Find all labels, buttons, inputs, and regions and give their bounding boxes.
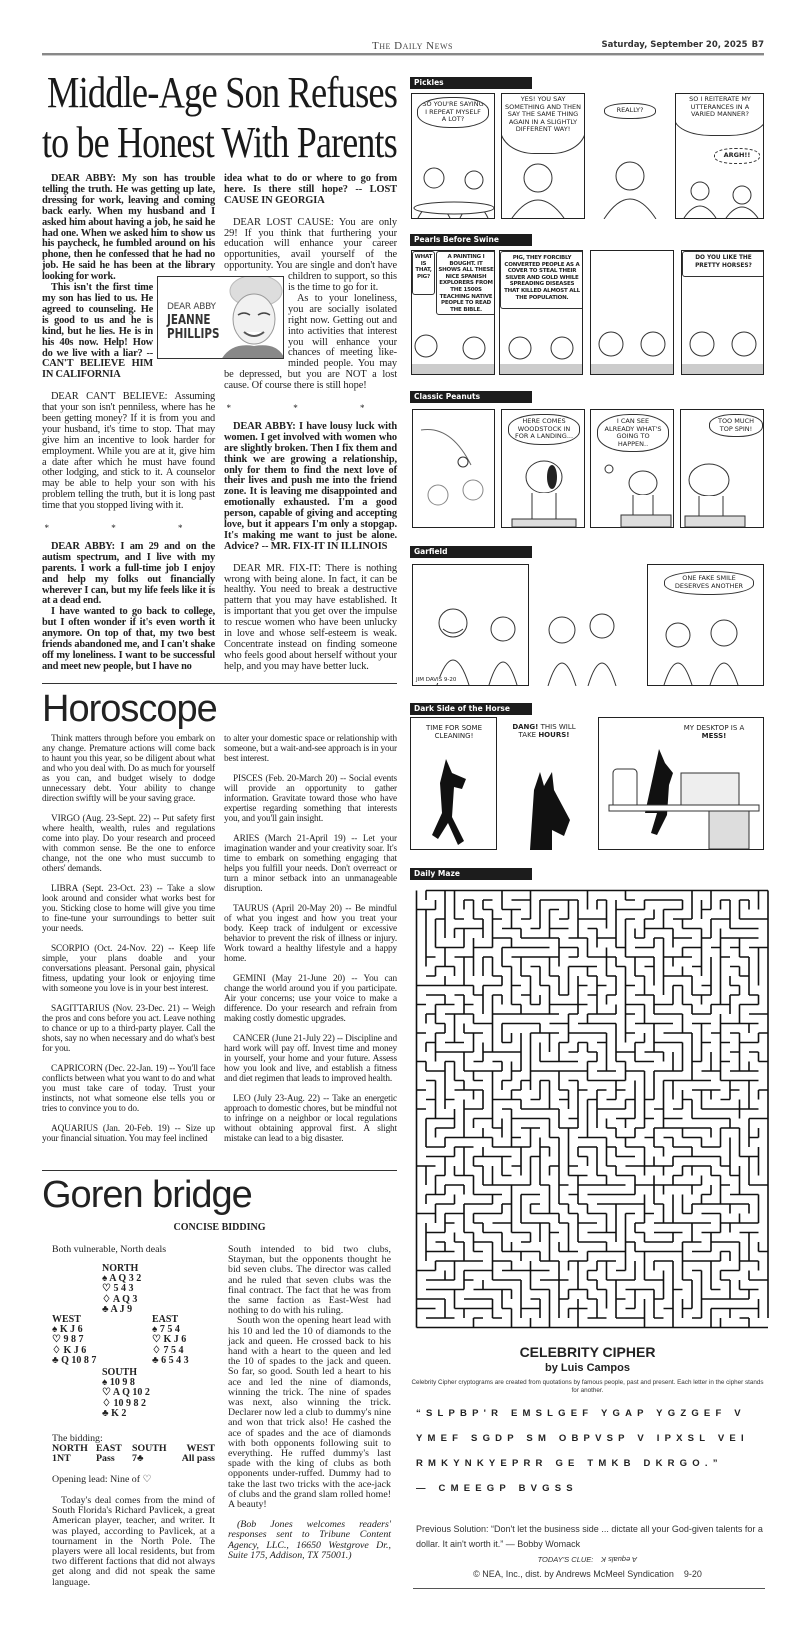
horoscope-column-2 xyxy=(224,734,397,1144)
hand-label: NORTH xyxy=(102,1263,139,1274)
maze-walls xyxy=(417,891,769,1328)
letter-3: DEAR ABBY: I have lousy luck with women. I get involved with women who are slightly broken. Then I fix them and think we are growing a relationship, only for them to find the next love of their lives and push me into the friend zone. It is leaving me disappointed and emotionally exhausted. I'm a good person, capable of giving and accepting love, but it appears I'm only a stopgap. It's making me want to just be alone. Advice? -- MR. FIX-IT IN ILLINOIS xyxy=(224,420,397,552)
bid-header: WEST xyxy=(186,1443,215,1455)
cipher-line: “SLPBP'R EMSLGEF YGAP YGZGEF V xyxy=(416,1408,746,1419)
cipher-description: Celebrity Cipher cryptograms are created from quotations by famous people, past and present. Each letter in the cipher stands for another. xyxy=(411,1379,764,1394)
abby-column-2 xyxy=(224,174,397,673)
speech-bubble: REALLY? xyxy=(604,103,656,119)
daily-maze[interactable] xyxy=(415,889,771,1334)
previous-solution: Previous Solution: “Don't let the business side ... dictate all your God-given talents for a dollar. It ain't worth it.” — Bobby Womack xyxy=(416,1524,763,1549)
speech-bubble: PIG, THEY FORCIBLY CONVERTED PEOPLE AS A COVER TO STEAL THEIR SILVER AND GOLD WHILE SPREADING DISEASES THAT KILLED ALMOST ALL THE POPULATION. xyxy=(500,251,583,309)
cipher-author: — CMEEGP BVGSS xyxy=(416,1483,578,1494)
reply-3: DEAR MR. FIX-IT: There is nothing wrong with being alone. In fact, it can be healthy. You need to break a destructive pattern that you may have established. It is important that you get over the impulse to rescue women who have been unlucky in love and whose self-esteem is weak. Concentrate instead on finding someone who feels good about herself without your help, and you may have better luck. xyxy=(224,562,397,672)
horoscope-cancer: CANCER (June 21-July 22) -- Discipline and hard work will pay off. Invest time and money in yourself, your home and your future. Assess how you look and live, and establish a fitness and diet regimen that leads to improved health. xyxy=(224,1034,397,1084)
clubs: ♣ K 2 xyxy=(102,1407,127,1419)
comic-strip-dark-side-of-the-horse xyxy=(410,717,765,850)
character-drawing xyxy=(591,314,674,374)
bridge-subtitle: CONCISE BIDDING xyxy=(173,1222,266,1233)
reply-2-continued: As to your loneliness, you are socially isolated right now. Getting out and into activities that interest you will enhance your chances of meeting like-minded people. You may be depressed, but you are NOT a lost cause. Of course there is still hope! xyxy=(224,292,397,392)
comic-panel xyxy=(598,717,764,850)
bridge-column-2 xyxy=(228,1245,391,1561)
comic-panel xyxy=(588,93,670,219)
horse-drawing xyxy=(500,760,588,850)
comic-panel xyxy=(411,250,495,375)
hand-label: WEST xyxy=(52,1314,81,1325)
spades: ♠ 10 9 8 xyxy=(102,1377,135,1389)
horoscope-gemini: GEMINI (May 21-June 20) -- You can change the world around you if you participate. Air your concerns; use your voice to make a difference. Do your research and refrain from making costly domestic upgrades. xyxy=(224,974,397,1024)
bridge-title: Goren bridge xyxy=(42,1174,252,1216)
comic-panel xyxy=(675,93,764,219)
hand-north xyxy=(102,1264,141,1315)
horoscope-taurus: TAURUS (April 20-May 20) -- Be mindful of what you ingest and how you treat your body. Keep track of indulgent or excessive behavior to prevent the risk of illness or injury. Work toward a healthy lifestyle and a happy home. xyxy=(224,904,397,964)
horoscope-libra: LIBRA (Sept. 23-Oct. 23) -- Take a slow look around and consider what works best for you. Sticking close to home will give you time to fine-tune your surroundings to better suit your needs. xyxy=(42,884,215,934)
horoscope-scorpio: SCORPIO (Oct. 24-Nov. 22) -- Keep life simple, your plans doable and your conversations pleasant. Personal gain, physical fitness, updating your look or enjoying time with someone you love is in your best interest. xyxy=(42,944,215,994)
cipher-title: CELEBRITY CIPHER xyxy=(519,1344,656,1360)
vulnerability: Both vulnerable, North deals xyxy=(52,1244,167,1255)
comic-panel xyxy=(499,250,583,375)
speech-bubble: DO YOU LIKE THE PRETTY HORSES? xyxy=(682,251,764,277)
hearts: ♡ A Q 10 2 xyxy=(102,1387,150,1399)
horoscope-title: Horoscope xyxy=(42,688,217,730)
masthead xyxy=(42,40,764,54)
horoscope-aquarius-continued: to alter your domestic space or relationship with someone, but a wait-and-see approach is in your best interest. xyxy=(224,734,397,764)
horoscope-aries: ARIES (March 21-April 19) -- Let your imagination wander and your creativity soar. It's time to embark on something engaging that helps you fulfill your needs. Don't overreact or turn a minor setback into an unmanageable disruption. xyxy=(224,834,397,894)
horoscope-virgo: VIRGO (Aug. 23-Sept. 22) -- Put safety first where health, wealth, rules and regulations come into play. Do your research and proceed with common sense. Be the one to enforce change, not the one who must succumb to others' demands. xyxy=(42,814,215,874)
hand-label: SOUTH xyxy=(102,1367,138,1378)
issue-date xyxy=(601,40,764,50)
exclamation-bubble: ARGH!! xyxy=(714,148,760,164)
comic-panel xyxy=(501,409,585,528)
opening-lead: Opening lead: Nine of ♡ xyxy=(52,1473,152,1485)
artist-signature: JIM DAVIS 9-20 xyxy=(416,677,457,683)
comic-strip-garfield xyxy=(410,564,765,686)
diamonds: ♢ A Q 3 xyxy=(102,1293,138,1305)
caption-part: MY DESKTOP IS A xyxy=(683,724,745,732)
photo-caption-dear-abby: DEAR ABBY xyxy=(167,302,216,312)
cipher-byline: by Luis Campos xyxy=(545,1362,630,1374)
diamonds: ♢ 7 5 4 xyxy=(152,1344,184,1356)
caption-part: THIS WILL TAKE xyxy=(518,723,576,739)
caption-text xyxy=(669,722,759,743)
clue-upside-down: A equals K xyxy=(601,1555,638,1564)
woodstock-drawing xyxy=(413,410,495,528)
comic-panel xyxy=(590,250,674,375)
speech-bubble: WHAT IS THAT, PIG? xyxy=(412,251,435,295)
character-drawing xyxy=(588,144,670,219)
headline-line-1: Middle-Age Son Refuses xyxy=(47,68,398,117)
character-drawing xyxy=(682,314,764,374)
jon-and-garfield-drawing xyxy=(648,605,764,685)
reply-1: DEAR CAN'T BELIEVE: Assuming that your son isn't penniless, where has he been getting money? If it is from you and your husband, it's time to stop. That may give him an incentive to look harder for employment. While you are at it, give him a date after which he must have found other lodging, and stick to it. A counselor may be able to help your son with his problem telling the truth, but it is long past time that you stopped living with it. xyxy=(42,391,215,512)
hand-east xyxy=(152,1315,189,1366)
bid: 7♣ xyxy=(132,1453,144,1465)
hand-west xyxy=(52,1315,96,1366)
bridge-paragraph: South won the opening heart lead with his 10 and led the 10 of diamonds to the jack and queen. He crossed back to his hand with a heart to the queen and led the 10 of spades to the jack and queen. So far, so good. South led a heart to his ace and led the nine of diamonds, winning the trick. The nine of spades was next, also winning the trick. Declarer now led a club to dummy's nine and won that trick also! He cashed the ace of spades and the ace of diamonds with both opponents following suit to everything. He ruffed dummy's last spade with the king of clubs as both opponents under-ruffed. Dummy had to take the last two tricks with the ace-jack of clubs and the grand slam rolled home! A beauty! xyxy=(228,1315,391,1511)
letter-1: DEAR ABBY: My son has trouble telling the truth. He was getting up late, dressing for work, leaving and coming back early. When my husband and I asked him about having a job, he said he had one. When we asked him to show us his paycheck, he fumbled around on his phone, then he confessed that he had no job. He said he has been at the library looking for work. xyxy=(42,173,215,283)
first-name: JEANNE xyxy=(167,313,211,328)
bidding-label: The bidding: xyxy=(52,1433,103,1444)
speech-bubble: YES! YOU SAY SOMETHING AND THEN SAY THE SAME THING AGAIN IN A SLIGHTLY DIFFERENT WAY! xyxy=(501,93,585,154)
caption-text: TIME FOR SOME CLEANING! xyxy=(415,722,493,743)
separator: * * * xyxy=(44,522,213,533)
jon-and-garfield-drawing xyxy=(413,595,529,685)
abby-column-1 xyxy=(42,174,215,673)
spades: ♠ A Q 3 2 xyxy=(102,1273,142,1285)
headline-line-2: to be Honest With Parents xyxy=(42,118,397,167)
caption-text xyxy=(502,721,586,742)
comic-panel xyxy=(500,717,588,850)
columnist-photo xyxy=(157,276,284,359)
comic-panel xyxy=(680,409,764,528)
horoscope-aquarius: AQUARIUS (Jan. 20-Feb. 19) -- Size up your financial situation. You may feel inclined xyxy=(42,1124,215,1144)
snoopy-drawing xyxy=(591,457,674,527)
letter-1-continued: This isn't the first time my son has lied to us. He agreed to counseling. He is good to us and he is kind, but he lies. He is in his 40s now. Help! How do we live with a liar? -- CAN'T BELIEVE HIM IN CALIFORNIA xyxy=(42,282,153,381)
comic-title-classic-peanuts: Classic Peanuts xyxy=(410,391,532,403)
caption-emphasis: HOURS! xyxy=(538,730,570,739)
comic-panel xyxy=(647,564,764,686)
puzzle-title-daily-maze: Daily Maze xyxy=(410,868,532,880)
hand-label: EAST xyxy=(152,1314,179,1325)
comic-panel xyxy=(411,93,495,219)
diamonds: ♢ 10 9 8 2 xyxy=(102,1397,146,1409)
clubs: ♣ Q 10 8 7 xyxy=(52,1354,97,1366)
last-name: PHILLIPS xyxy=(167,327,220,342)
bridge-intro: Today's deal comes from the mind of South Florida's Richard Pavlicek, a great American player, teacher, and writer. It was played, according to Pavlicek, at a tournament in the North Pole. The players were all local residents, but from two different factions that did not always get along and did not speak the same language. xyxy=(52,1495,215,1588)
abby-headline xyxy=(42,68,397,168)
comic-panel xyxy=(412,409,495,528)
comic-panel xyxy=(590,409,674,528)
thought-bubble: ONE FAKE SMILE DESERVES ANOTHER xyxy=(664,571,754,595)
copyright: © NEA, Inc., dist. by Andrews McMeel Syndication 9-20 xyxy=(473,1569,702,1579)
comic-panel xyxy=(410,717,497,850)
letter-2-continued: I have wanted to go back to college, but I often wonder if it's even worth it anymore. On top of that, my two best friends abandoned me, and I can't shake off my loneliness. I want to be successful and meet new people, but I have no xyxy=(42,606,215,672)
snoopy-drawing xyxy=(681,452,764,527)
comic-panel xyxy=(681,250,764,375)
header-rule xyxy=(42,53,764,56)
horoscope-intro: Think matters through before you embark on any change. Premature actions will come back to haunt you this year, so be diligent about what and who you deal with. Do as much for yourself as you can, and budget wisely to dodge unnecessary debt. Your ability to change direction swiftly will be your saving grace. xyxy=(42,734,215,804)
snoopy-drawing xyxy=(502,447,585,527)
comic-panel xyxy=(532,564,644,686)
hearts: ♡ 5 4 3 xyxy=(102,1283,134,1295)
bid: All pass xyxy=(181,1453,215,1465)
thought-bubble: I CAN SEE ALREADY WHAT'S GOING TO HAPPEN.. xyxy=(597,414,669,452)
horse-drawing xyxy=(411,749,497,849)
comic-title-garfield: Garfield xyxy=(410,546,532,558)
speech-bubble: SO I REITERATE MY UTTERANCES IN A VARIED MANNER? xyxy=(675,93,764,136)
reply-2: DEAR LOST CAUSE: You are only 29! If you think that furthering your education will enhance your career opportunities, avail yourself of the opportunity. You are single and don't have children to support, so this is the time to go for it. xyxy=(224,216,397,294)
thought-bubble: TOO MUCH TOP SPIN! xyxy=(709,414,763,437)
thought-bubble: HERE COMES WOODSTOCK IN FOR A LANDING... xyxy=(508,414,580,445)
separator: * * * xyxy=(226,403,395,413)
comic-panel xyxy=(501,93,585,219)
bid: 1NT xyxy=(52,1453,71,1465)
bridge-credit: (Bob Jones welcomes readers' responses sent to Tribune Content Agency, LLC., 16650 Westgrove Dr., Suite 175, Addison, TX 75001.) xyxy=(228,1519,391,1561)
speech-bubble: SO YOU'RE SAYING I REPEAT MYSELF A LOT? xyxy=(417,97,489,128)
jon-and-garfield-drawing xyxy=(532,596,644,686)
bridge-paragraph: South intended to bid two clubs, Stayman, but the opponents thought he bid seven clubs. The director was called and he ruled that seven clubs was the final contract. The fact that he was from the same faction as East-West had nothing to do with his ruling. xyxy=(228,1244,391,1317)
horoscope-leo: LEO (July 23-Aug. 22) -- Take an energetic approach to domestic chores, but be mindful not to infringe on a neighbor or local regulations without obtaining approval first. A slight mistake can lead to a big disaster. xyxy=(224,1094,397,1144)
cipher-line: RMKYNKYEPRR GE TMKB DKRGO.” xyxy=(416,1458,723,1469)
page-number: B7 xyxy=(751,40,764,50)
horoscope-column-1 xyxy=(42,734,215,1144)
bridge-column-1-text xyxy=(52,1496,215,1588)
character-drawing xyxy=(500,318,583,374)
hearts: ♡ K J 6 xyxy=(152,1334,187,1346)
bidding-row xyxy=(52,1454,215,1464)
speech-bubble: A PAINTING I BOUGHT. IT SHOWS ALL THESE NICE SPANISH EXPLORERS FROM THE 1500S TEACHING NATIVE PEOPLE TO READ THE BIBLE. xyxy=(436,251,495,315)
spades: ♠ 7 5 4 xyxy=(152,1324,180,1336)
character-drawing xyxy=(502,156,585,218)
character-drawing xyxy=(412,318,495,374)
section-rule xyxy=(42,683,397,684)
bid-header: EAST xyxy=(96,1443,122,1455)
hand-south xyxy=(102,1368,150,1419)
paper-name: The Daily News xyxy=(372,40,453,52)
comic-title-dark-side-of-the-horse: Dark Side of the Horse xyxy=(410,703,532,715)
bid-header: NORTH xyxy=(52,1443,88,1455)
character-drawing xyxy=(676,173,764,218)
comic-panel xyxy=(412,564,529,686)
hearts: ♡ 9 8 7 xyxy=(52,1334,84,1346)
bidding-table xyxy=(52,1434,215,1485)
comic-strip-pearls-before-swine xyxy=(410,250,765,375)
comic-title-pickles: Pickles xyxy=(410,77,532,89)
clue-label: TODAY'S CLUE: xyxy=(537,1555,594,1564)
todays-clue xyxy=(410,1555,765,1564)
bid: Pass xyxy=(96,1453,115,1465)
cipher-line: YMEF SGDP SM OBPVSP V IPXSL VEI xyxy=(416,1433,749,1444)
caption-emphasis: MESS! xyxy=(701,731,727,740)
date-text: Saturday, September 20, 2025 xyxy=(601,40,748,50)
spades: ♠ K J 6 xyxy=(52,1324,83,1336)
letter-2: DEAR ABBY: I am 29 and on the autism spectrum, and I live with my parents. I work a full-time job I enjoy and help my folks out financially wherever I can, but my life feels like it is at a dead end. xyxy=(42,540,215,607)
section-rule xyxy=(42,1170,397,1171)
photo-caption-name xyxy=(167,314,219,342)
horse-at-desk-drawing xyxy=(599,743,764,849)
letter-2-end: idea what to do or where to go from here. Is there still hope? -- LOST CAUSE IN GEORGIA xyxy=(224,173,397,206)
comic-strip-pickles xyxy=(410,93,765,219)
horoscope-pisces: PISCES (Feb. 20-March 20) -- Social events will provide an opportunity to gather information. Gravitate toward those who have expertise regarding something that interests you, and you'll gain insight. xyxy=(224,774,397,824)
horoscope-sagittarius: SAGITTARIUS (Nov. 23-Dec. 21) -- Weigh the pros and cons before you act. Leave nothing to chance or up to a third-party player. Call the shots, say no when necessary and do what's best for you. xyxy=(42,1004,215,1054)
clubs: ♣ A J 9 xyxy=(102,1303,133,1315)
horoscope-capricorn: CAPRICORN (Dec. 22-Jan. 19) -- You'll face conflicts between what you want to do and what you must take care of today. Trust your instincts, not what someone else tells you or tries to convince you to do. xyxy=(42,1064,215,1114)
comic-title-pearls-before-swine: Pearls Before Swine xyxy=(410,234,532,246)
character-drawing xyxy=(412,148,495,218)
comic-strip-classic-peanuts xyxy=(410,409,765,528)
portrait-image xyxy=(216,277,284,359)
caption-emphasis: DANG! xyxy=(512,723,539,731)
clubs: ♣ 6 5 4 3 xyxy=(152,1354,189,1366)
diamonds: ♢ K J 6 xyxy=(52,1344,87,1356)
bid-header: SOUTH xyxy=(132,1443,167,1455)
bottom-rule xyxy=(413,1588,765,1589)
